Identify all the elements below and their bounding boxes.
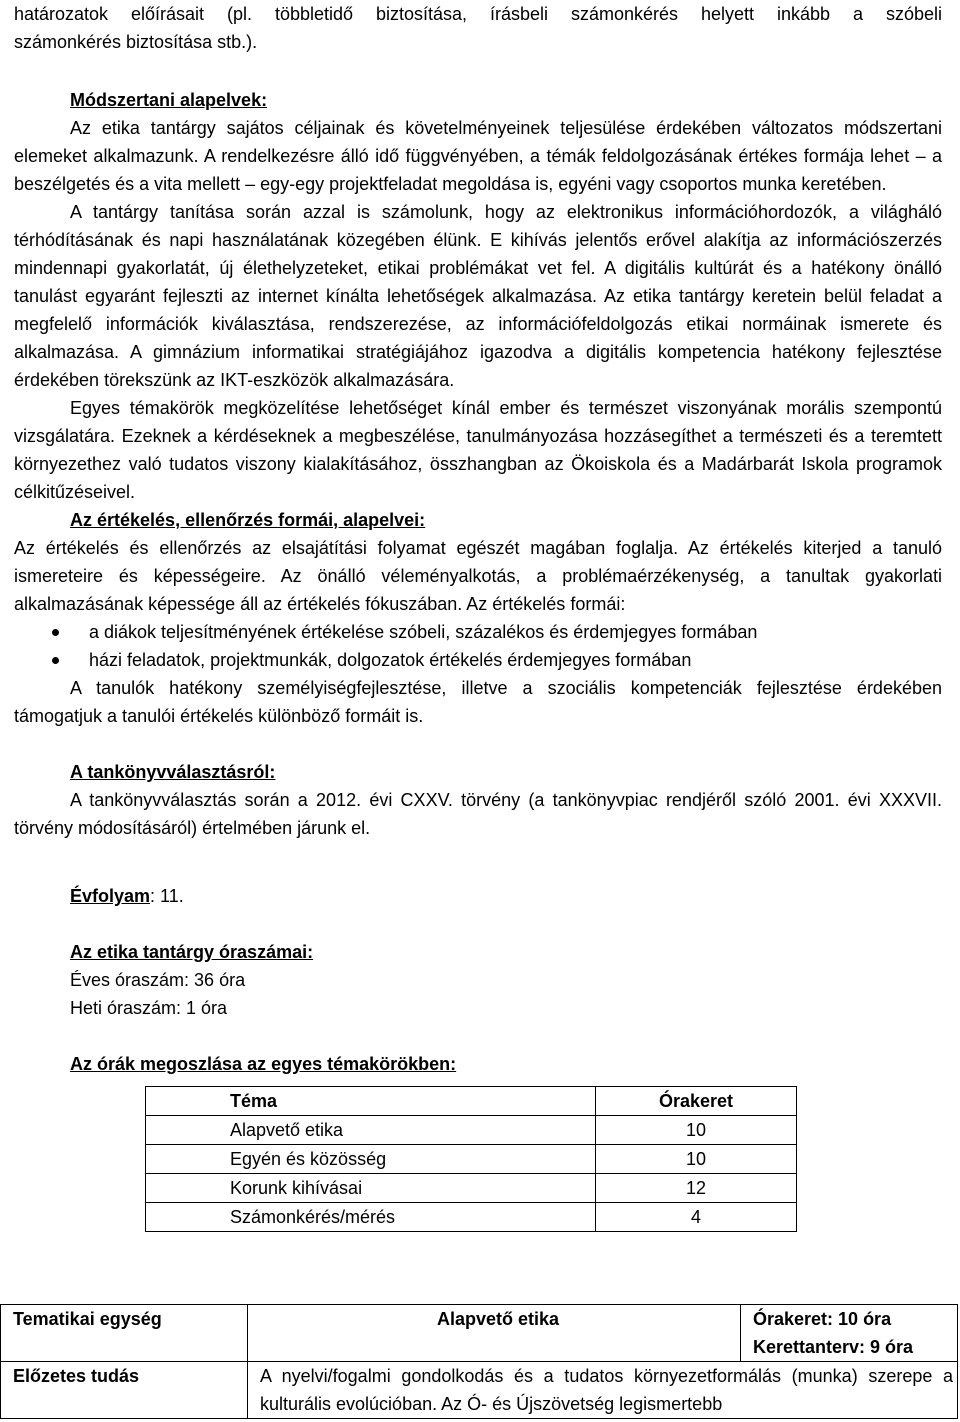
table-row bbox=[1, 1362, 958, 1419]
list-item: a diákok teljesítményének értékelése szóbeli, százalékos és érdemjegyes formában bbox=[14, 618, 942, 646]
column-header-topic: Téma bbox=[146, 1087, 596, 1116]
method-paragraph-2: A tantárgy tanítása során azzal is számolunk, hogy az elektronikus információhordozók, a világháló térhódításának és napi használatának közegében élünk. E kihívás jelentős erővel alakítja az információszerzés mindennapi gyakorlatát, új élethelyzeteket, etikai problémákat vet fel. A digitális kultúrát és a hatékony önálló tanulást egyaránt fejleszti az internet kínálta lehetőségek alkalmazása. Az etika tantárgy keretein belül feladat a megfelelő információk kiválasztása, rendszerezése, az információfeldolgozás etikai normáinak ismerete és alkalmazása. A gimnázium informatikai stratégiájához igazodva a digitális kompetencia hatékony fejlesztése érdekében törekszünk az IKT-eszközök alkalmazására. bbox=[14, 202, 942, 390]
hours-frame: Órakeret: 10 óra bbox=[753, 1309, 892, 1329]
prior-knowledge-cell: A nyelvi/fogalmi gondolkodás és a tudatos környezetformálás (munka) szerepe a kulturális evolúcióban. Az Ó- és Újszövetség legismertebb bbox=[248, 1362, 958, 1419]
hours-heading: Az etika tantárgy óraszámai: bbox=[70, 942, 314, 962]
curriculum-frame: Kerettanterv: 9 óra bbox=[753, 1337, 914, 1357]
hours-cell: 4 bbox=[596, 1203, 797, 1232]
intro-paragraph bbox=[14, 0, 942, 56]
textbook-paragraph: A tankönyvválasztás során a 2012. évi CXXV. törvény (a tankönyvpiac rendjéről szóló 2001. évi XXXVII. törvény módosításáról) értelmében járunk el. bbox=[14, 790, 942, 838]
unit-label-cell: Tematikai egység bbox=[1, 1305, 248, 1362]
table-row bbox=[146, 1174, 797, 1203]
evaluation-paragraph-1: Az értékelés és ellenőrzés az elsajátítási folyamat egészét magában foglalja. Az értékelés kiterjed a tanuló ismereteire és képességeire. Az önálló véleményalkotás, a problémaérzékenység, a tanultak gyakorlati alkalmazásának képessége áll az értékelés fókuszában. Az értékelés formái: bbox=[14, 538, 942, 614]
topic-hours-table bbox=[145, 1086, 797, 1232]
intro-line-1: határozatok előírásait (pl. többletidő biztosítása, írásbeli számonkérés helyett inkább a szóbeli bbox=[14, 4, 942, 24]
method-paragraph-3: Egyes témakörök megközelítése lehetőséget kínál ember és természet viszonyának morális szempontú vizsgálatára. Ezeknek a kérdéseknek a megbeszélése, tanulmányozása hozzásegíthet a természeti és a teremtett környezethez való tudatos viszony kialakításához, összhangban az Ökoiskola és a Madárbarát Iskola programok célkitűzéseivel. bbox=[14, 398, 942, 502]
evaluation-forms-list bbox=[14, 618, 942, 674]
topic-cell: Számonkérés/mérés bbox=[146, 1203, 596, 1232]
distribution-heading: Az órák megoszlása az egyes témakörökben: bbox=[70, 1054, 457, 1074]
table-row bbox=[1, 1305, 958, 1362]
hours-cell: 10 bbox=[596, 1116, 797, 1145]
weekly-hours: Heti óraszám: 1 óra bbox=[70, 998, 228, 1018]
topic-cell: Korunk kihívásai bbox=[146, 1174, 596, 1203]
grade-line bbox=[70, 882, 942, 910]
table-row bbox=[146, 1203, 797, 1232]
table-header-row bbox=[146, 1087, 797, 1116]
column-header-hours: Órakeret bbox=[596, 1087, 797, 1116]
hours-cell: 12 bbox=[596, 1174, 797, 1203]
table-row bbox=[146, 1145, 797, 1174]
evaluation-paragraph-2: A tanulók hatékony személyiségfejlesztése, illetve a szociális kompetenciák fejlesztése érdekében támogatjuk a tanulói értékelés különböző formáit is. bbox=[14, 678, 942, 726]
bullet-icon bbox=[52, 657, 59, 664]
unit-table bbox=[0, 1304, 958, 1419]
annual-hours: Éves óraszám: 36 óra bbox=[70, 970, 246, 990]
topic-cell: Egyén és közösség bbox=[146, 1145, 596, 1174]
table-row bbox=[146, 1116, 797, 1145]
textbook-heading: A tankönyvválasztásról: bbox=[70, 762, 276, 782]
method-heading: Módszertani alapelvek: bbox=[70, 90, 268, 110]
topic-cell: Alapvető etika bbox=[146, 1116, 596, 1145]
evaluation-heading: Az értékelés, ellenőrzés formái, alapelvei: bbox=[70, 510, 426, 530]
hours-frame-cell bbox=[741, 1305, 958, 1362]
bullet-icon bbox=[52, 629, 59, 636]
grade-label: Évfolyam bbox=[70, 886, 151, 906]
list-item: házi feladatok, projektmunkák, dolgozatok értékelés érdemjegyes formában bbox=[14, 646, 942, 674]
hours-cell: 10 bbox=[596, 1145, 797, 1174]
prior-knowledge-label-cell: Előzetes tudás bbox=[1, 1362, 248, 1419]
unit-name-cell: Alapvető etika bbox=[248, 1305, 741, 1362]
method-paragraph-1: Az etika tantárgy sajátos céljainak és követelményeinek teljesülése érdekében változatos módszertani elemeket alkalmazunk. A rendelkezésre álló idő függvényében, a témák feldolgozásának értékes formája lehet – a beszélgetés és a vita mellett – egy-egy projektfeladat megoldása is, egyéni vagy csoportos munka keretében. bbox=[14, 118, 942, 194]
document-page bbox=[14, 0, 942, 1232]
grade-value: : 11. bbox=[150, 886, 184, 906]
intro-line-2: számonkérés biztosítása stb.). bbox=[14, 32, 258, 52]
